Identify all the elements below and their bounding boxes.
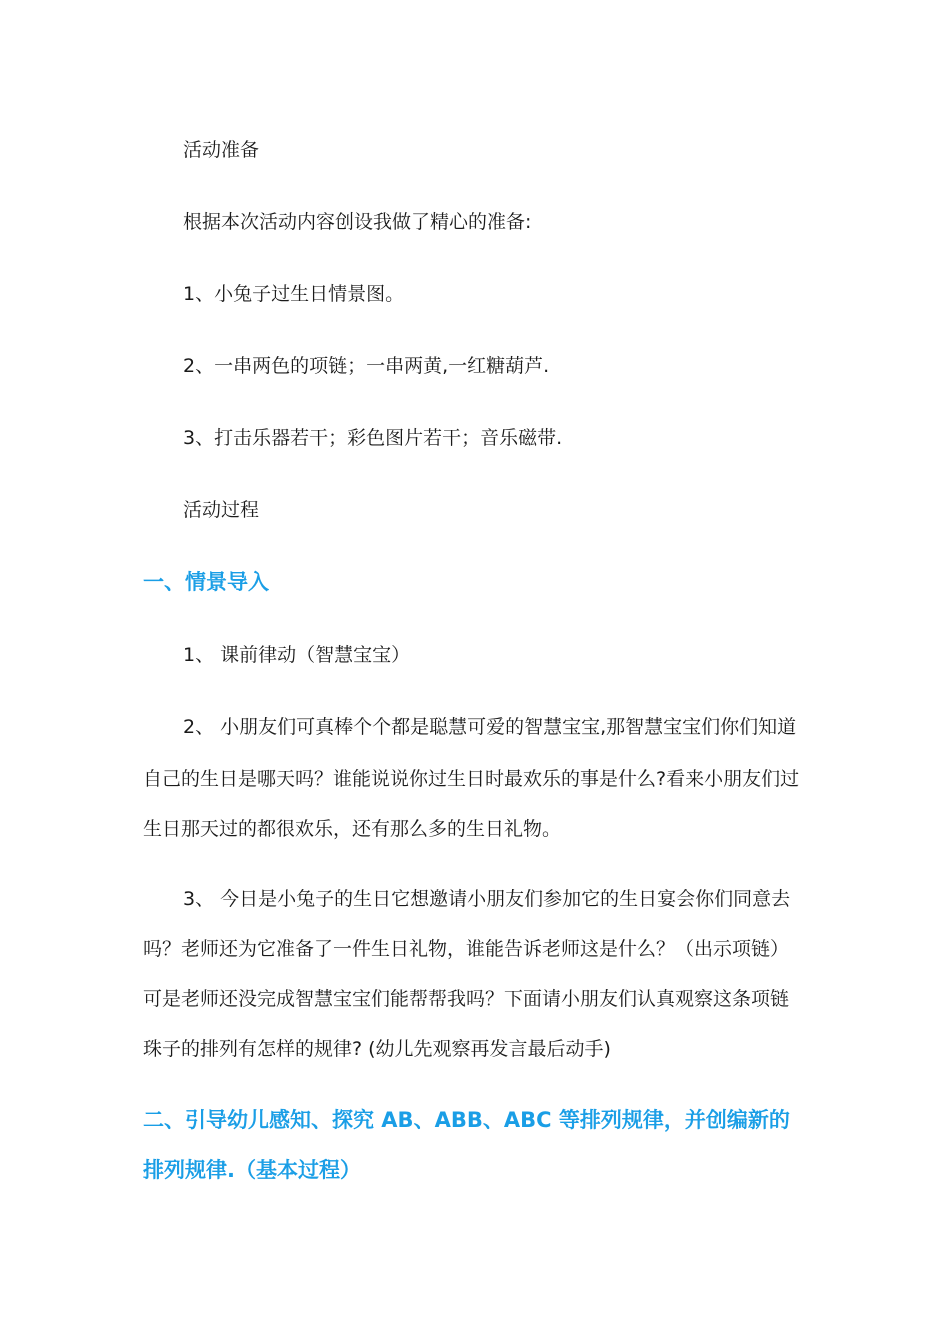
prep-title: 活动准备 [183,139,260,161]
section1-item-1: 1、 课前律动（智慧宝宝） [183,644,411,666]
section1-item-3-line-3: 可是老师还没完成智慧宝宝们能帮帮我吗？下面请小朋友们认真观察这条项链 [143,988,790,1010]
section1-item-3-line-4: 珠子的排列有怎样的规律? (幼儿先观察再发言最后动手) [143,1038,611,1060]
section1-item-2-line-2: 自己的生日是哪天吗？谁能说说你过生日时最欢乐的事是什么?看来小朋友们过 [143,768,800,790]
section1-heading: 一、情景导入 [143,570,269,594]
prep-intro: 根据本次活动内容创设我做了精心的准备: [183,211,532,233]
section2-heading-line-1: 二、引导幼儿感知、探究 AB、ABB、ABC 等排列规律，并创编新的 [143,1108,790,1132]
section2-heading-line-2: 排列规律.（基本过程） [143,1158,361,1182]
process-title: 活动过程 [183,499,260,521]
section1-item-2-line-3: 生日那天过的都很欢乐，还有那么多的生日礼物。 [143,818,562,840]
prep-item-3: 3、打击乐器若干；彩色图片若干；音乐磁带. [183,427,563,449]
prep-item-2: 2、一串两色的项链；一串两黄,一红糖葫芦. [183,355,550,377]
section1-item-3-line-2: 吗？老师还为它准备了一件生日礼物，谁能告诉老师这是什么？（出示项链） [143,938,790,960]
section1-item-2-line-1: 2、 小朋友们可真棒个个都是聪慧可爱的智慧宝宝,那智慧宝宝们你们知道 [183,716,797,738]
section1-item-3-line-1: 3、 今日是小兔子的生日它想邀请小朋友们参加它的生日宴会你们同意去 [183,888,791,910]
prep-item-1: 1、小兔子过生日情景图。 [183,283,405,305]
